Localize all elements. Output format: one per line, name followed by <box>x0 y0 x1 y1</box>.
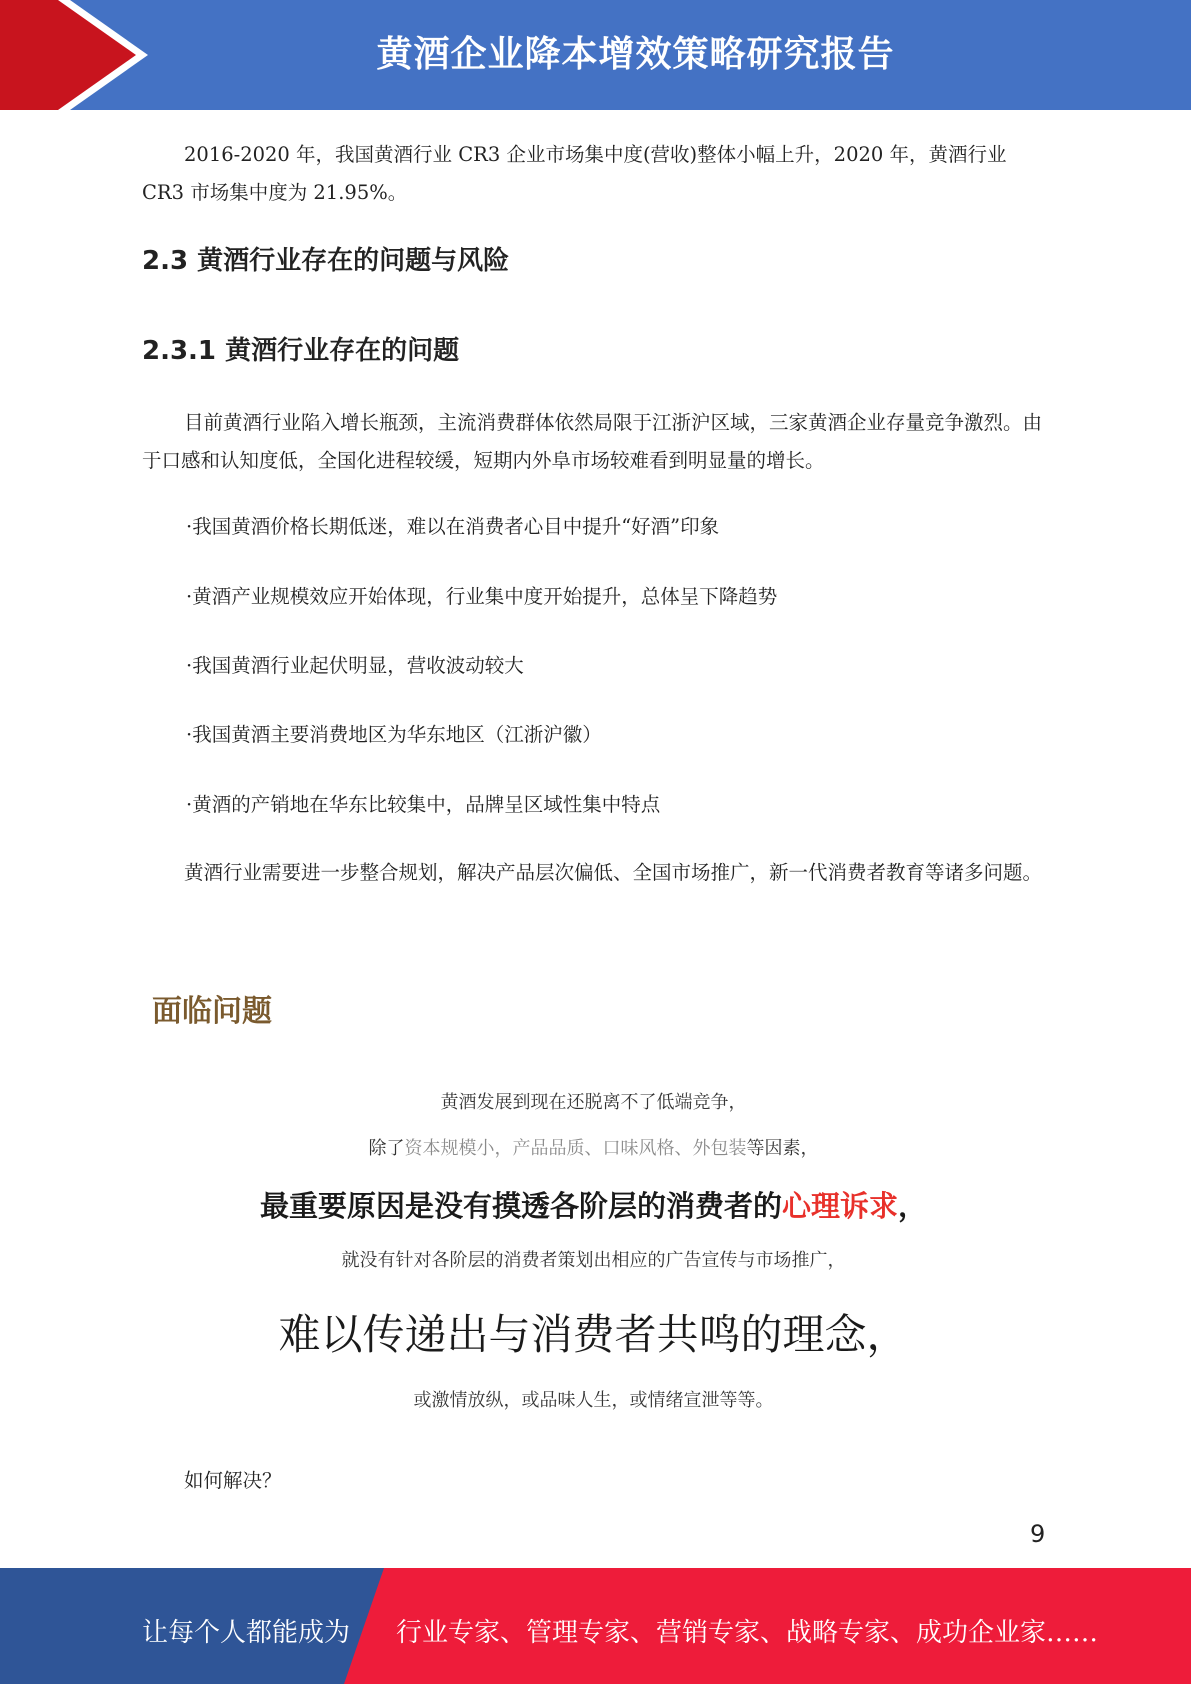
page-header <box>0 0 1191 110</box>
bullet-item: ·黄酒的产销地在华东比较集中，品牌呈区域性集中特点 <box>186 793 661 816</box>
figure-title: 面临问题 <box>152 994 272 1029</box>
figure-line-3-main: 最重要原因是没有摸透各阶层的消费者的 <box>259 1189 782 1223</box>
figure-line-5: 难以传递出与消费者共鸣的理念， <box>278 1310 909 1359</box>
bullet-item: ·黄酒产业规模效应开始体现，行业集中度开始提升，总体呈下降趋势 <box>186 585 778 608</box>
bullet-item: ·我国黄酒行业起伏明显，营收波动较大 <box>186 654 524 677</box>
question-paragraph: 如何解决？ <box>184 1469 282 1492</box>
figure-line-6: 或激情放纵，或品味人生，或情绪宣泄等等。 <box>413 1390 774 1411</box>
footer-slogan-right: 行业专家、管理专家、营销专家、战略专家、成功企业家…… <box>396 1618 1099 1648</box>
report-title: 黄酒企业降本增效策略研究报告 <box>376 34 895 75</box>
figure-line-2-suffix: 等因素， <box>746 1138 819 1159</box>
footer-slogan-left: 让每个人都能成为 <box>142 1618 351 1648</box>
section-heading-2-3: 2.3 黄酒行业存在的问题与风险 <box>142 246 510 276</box>
conclusion-paragraph: 黄酒行业需要进一步整合规划，解决产品层次偏低、全国市场推广，新一代消费者教育等诸多问题。 <box>184 861 1043 884</box>
figure-line-3-end: ， <box>898 1189 928 1223</box>
section-heading-2-3-1: 2.3.1 黄酒行业存在的问题 <box>142 336 460 366</box>
figure-line-1: 黄酒发展到现在还脱离不了低端竞争， <box>440 1092 747 1113</box>
bullet-item: ·我国黄酒主要消费地区为华东地区（江浙沪徽） <box>186 723 602 746</box>
figure-line-3 <box>142 1184 1045 1225</box>
figure-line-3-highlight: 心理诉求 <box>781 1189 898 1223</box>
bullet-item: ·我国黄酒价格长期低迷，难以在消费者心目中提升“好酒”印象 <box>186 515 720 538</box>
problems-figure <box>142 966 1045 1444</box>
figure-line-2-factors: 资本规模小，产品品质、口味风格、外包装 <box>404 1138 747 1159</box>
intro-paragraph: 2016-2020 年，我国黄酒行业 CR3 企业市场集中度(营收)整体小幅上升，2020 年，黄酒行业 CR3 市场集中度为 21.95%。 <box>142 143 1007 204</box>
figure-line-2 <box>142 1134 1045 1160</box>
figure-line-4: 就没有针对各阶层的消费者策划出相应的广告宣传与市场推广， <box>341 1250 846 1271</box>
figure-line-2-prefix: 除了 <box>368 1138 405 1159</box>
problem-paragraph: 目前黄酒行业陷入增长瓶颈，主流消费群体依然局限于江浙沪区域，三家黄酒企业存量竞争激烈。由于口感和认知度低，全国化进程较缓，短期内外阜市场较难看到明显量的增长。 <box>142 411 1043 472</box>
page-number: 9 <box>1030 1520 1046 1548</box>
